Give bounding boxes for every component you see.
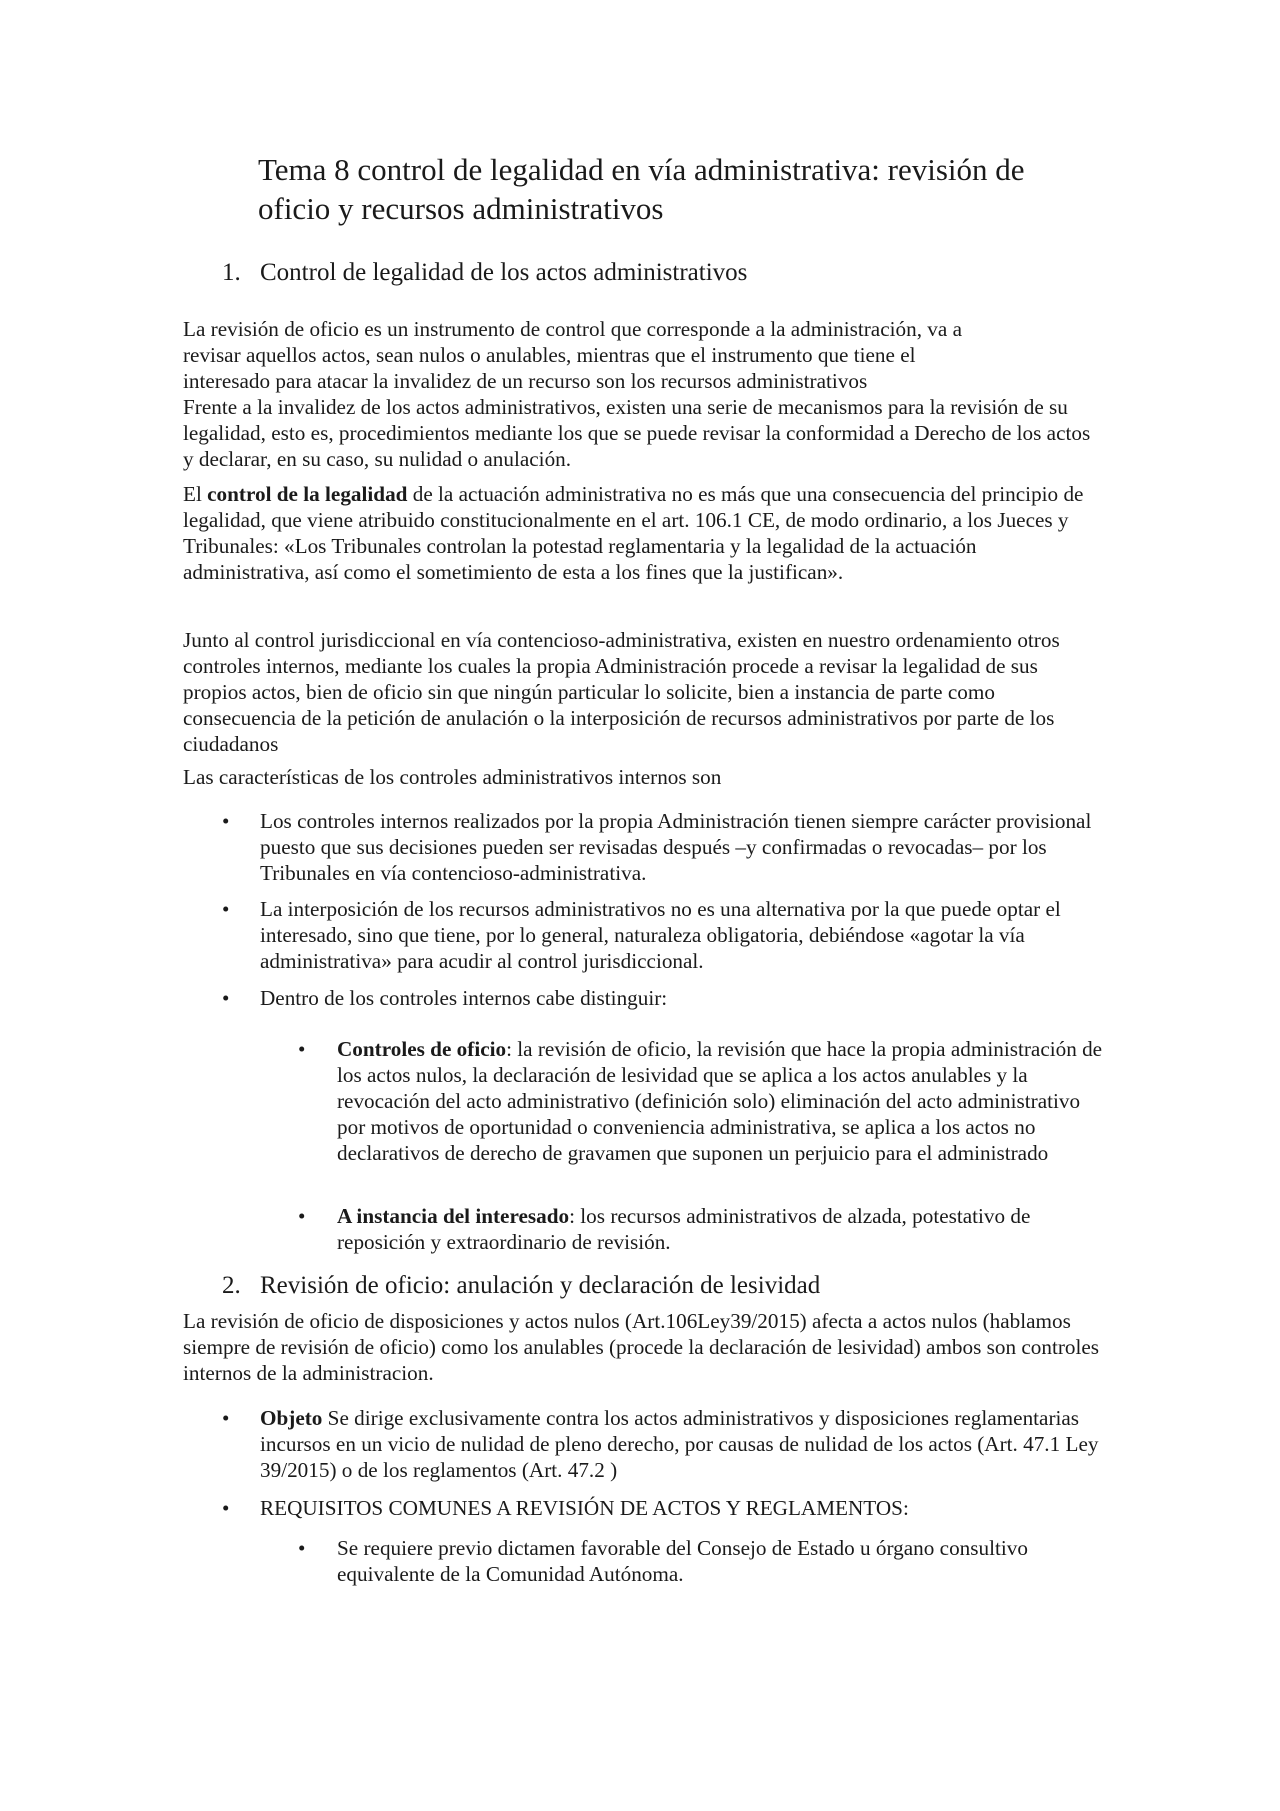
paragraph-control-legalidad	[183, 481, 1103, 585]
list-item-text: REQUISITOS COMUNES A REVISIÓN DE ACTOS Y REGLAMENTOS:	[260, 1496, 909, 1520]
section-1-title: Control de legalidad de los actos administrativos	[260, 259, 748, 286]
bullet-icon: •	[298, 1536, 306, 1560]
text-run: El	[183, 482, 208, 506]
section-2-number: 2.	[222, 1272, 241, 1299]
bullet-icon: •	[222, 986, 230, 1010]
list-item-text	[337, 1203, 1103, 1255]
paragraph-revision-instrument	[183, 316, 1103, 394]
paragraph-line: La revisión de oficio es un instrumento de control que corresponde a la administración, va a	[183, 317, 962, 341]
bullet-icon: •	[222, 897, 230, 921]
text-run: : los recursos administrativos de alzada, potestativo de reposición y extraordinario de revisión.	[337, 1204, 1031, 1254]
text-run: Se dirige exclusivamente contra los actos administrativos y disposiciones reglamentarias incursos en un vicio de nulidad de pleno derecho, por causas de nulidad de los actos (Art. 47.1 Ley 39/2015) o de los reglamentos (Art. 47.2 )	[260, 1406, 1099, 1482]
list-item-text	[260, 1405, 1102, 1483]
bold-term-control-legalidad: control de la legalidad	[207, 482, 408, 506]
paragraph-control-jurisdiccional: Junto al control jurisdiccional en vía contencioso-administrativa, existen en nuestro ordenamiento otros controles internos, mediante los cuales la propia Administración procede a revisar la legalidad de sus propios actos, bien de oficio sin que ningún particular lo solicite, bien a instancia de parte como consecuencia de la petición de anulación o la interposición de recursos administrativos por parte de los ciudadanos	[183, 628, 1060, 756]
bold-term-instancia-interesado: A instancia del interesado	[337, 1204, 570, 1228]
paragraph-caracteristicas: Las características de los controles administrativos internos son	[183, 765, 722, 789]
text-run: : la revisión de oficio, la revisión que hace la propia administración de los actos nulos, la declaración de lesividad que se aplica a los actos anulables y la revocación del acto administrativo (definición solo) eliminación del acto administrativo por motivos de oportunidad o conveniencia administrativa, se aplica a los actos no declarativos de derecho de gravamen que suponen un perjuicio para el administrado	[337, 1037, 1103, 1165]
list-item-text: Se requiere previo dictamen favorable del Consejo de Estado u órgano consultivo equivalente de la Comunidad Autónoma.	[337, 1536, 1028, 1586]
bullet-icon: •	[222, 809, 230, 833]
section-2-title: Revisión de oficio: anulación y declaración de lesividad	[260, 1272, 821, 1299]
list-item-text: Los controles internos realizados por la propia Administración tienen siempre carácter provisional puesto que sus decisiones pueden ser revisadas después –y confirmadas o revocadas– por los Tribunales en vía contencioso-administrativa.	[260, 809, 1092, 885]
list-item-text	[337, 1036, 1103, 1166]
list-item-text: La interposición de los recursos administrativos no es una alternativa por la que puede optar el interesado, sino que tiene, por lo general, naturaleza obligatoria, debiéndose «agotar la vía administrativa» para acudir al control jurisdiccional.	[260, 897, 1061, 973]
bold-term-controles-oficio: Controles de oficio	[337, 1037, 507, 1061]
section-1-number: 1.	[222, 259, 241, 286]
section-1-heading	[222, 258, 922, 288]
text-run: de la actuación administrativa no es más que una consecuencia del principio de legalidad, que viene atribuido constitucionalmente en el art. 106.1 CE, de modo ordinario, a los Jueces y Tribunales: «Los Tribunales controlan la potestad reglamentaria y la legalidad de la actuación administrativa, así como el sometimiento de esta a los fines que la justifican».	[183, 482, 1084, 584]
paragraph-invalidez: Frente a la invalidez de los actos administrativos, existen una serie de mecanismos para la revisión de su legalidad, esto es, procedimientos mediante los que se puede revisar la conformidad a Derecho de los actos y declarar, en su caso, su nulidad o anulación.	[183, 395, 1091, 471]
section-2-heading	[222, 1271, 922, 1301]
bullet-icon: •	[222, 1496, 230, 1520]
bullet-icon: •	[298, 1037, 306, 1061]
bullet-icon: •	[222, 1406, 230, 1430]
list-item-text: Dentro de los controles internos cabe distinguir:	[260, 986, 668, 1010]
paragraph-revision-oficio: La revisión de oficio de disposiciones y actos nulos (Art.106Ley39/2015) afecta a actos nulos (hablamos siempre de revisión de oficio) como los anulables (procede la declaración de lesividad) ambos son controles internos de la administracion.	[183, 1309, 1100, 1385]
document-title: Tema 8 control de legalidad en vía administrativa: revisión de oficio y recursos administrativos	[258, 152, 1025, 226]
paragraph-line: interesado para atacar la invalidez de un recurso son los recursos administrativos	[183, 369, 868, 393]
bold-term-objeto: Objeto	[260, 1406, 323, 1430]
bullet-icon: •	[298, 1204, 306, 1228]
paragraph-line: revisar aquellos actos, sean nulos o anulables, mientras que el instrumento que tiene el	[183, 343, 916, 367]
